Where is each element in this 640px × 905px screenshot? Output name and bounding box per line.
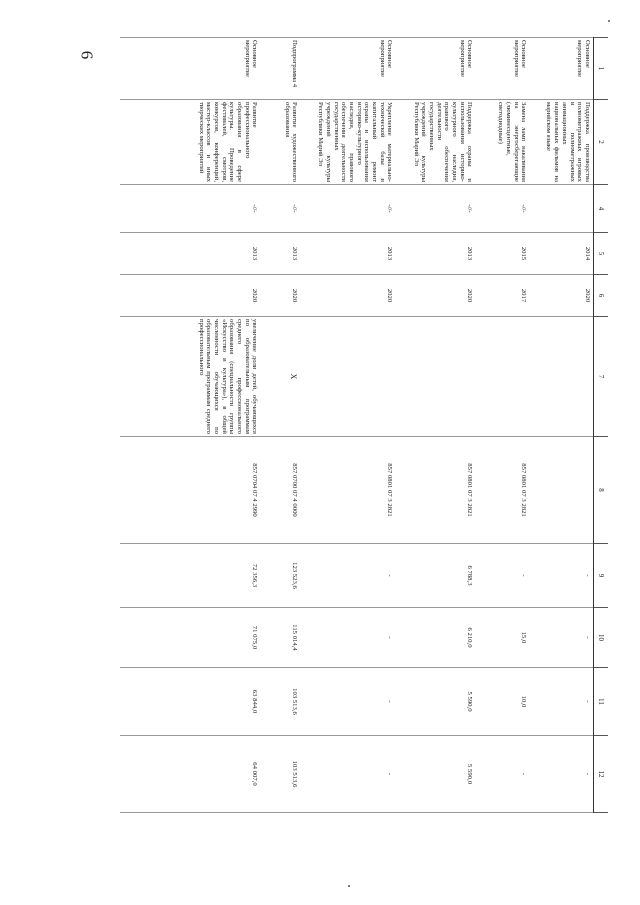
col-header-10: 10 (594, 608, 609, 668)
col-header-1: 1 (594, 38, 609, 100)
row-value-9: 6 788,3 (396, 544, 476, 608)
row-name: Развитие профессионального образования в сфере культуры. Проведение фестивалей, смотров, конкурсов, конференций, мастер-классов и иных творческих мероприятий (121, 100, 261, 185)
row-executor: -//- (476, 185, 530, 233)
row-value-10: - (530, 608, 594, 668)
row-indicator (530, 317, 594, 437)
row-indicator (301, 317, 396, 437)
row-value-11: 63 844,0 (121, 668, 261, 736)
col-header-11: 11 (594, 668, 609, 736)
row-start-year: 2014 (530, 233, 594, 275)
row-executor: -//- (396, 185, 476, 233)
row-indicator (476, 317, 530, 437)
row-start-year: 2013 (301, 233, 396, 275)
row-name: Укрепление материально-технической базы и капитальный ремонт охраны и использования историко-культурного наследия, правового обеспечения деятельности государственных учреждений культуры Республики Марий Эл (301, 100, 396, 185)
row-value-9: - (476, 544, 530, 608)
row-value-9: 123 523,6 (261, 544, 301, 608)
row-start-year: 2015 (476, 233, 530, 275)
row-executor (530, 185, 594, 233)
row-end-year: 2020 (530, 275, 594, 317)
row-indicator (396, 317, 476, 437)
col-header-8: 8 (594, 437, 609, 544)
row-budget-code (530, 437, 594, 544)
row-type: Основное мероприятие (530, 38, 594, 100)
col-header-7: 7 (594, 317, 609, 437)
row-name: Развитие художественного образования (261, 100, 301, 185)
row-value-12: - (476, 736, 530, 813)
row-end-year: 2020 (301, 275, 396, 317)
row-value-11: 5 590,0 (396, 668, 476, 736)
row-value-9: 72 356,3 (121, 544, 261, 608)
row-value-10: 15,0 (476, 608, 530, 668)
program-activities-table (121, 37, 609, 813)
row-value-11: 103 513,6 (261, 668, 301, 736)
row-start-year: 2013 (261, 233, 301, 275)
page-number: 6 (77, 50, 97, 60)
row-value-12: 103 513,6 (261, 736, 301, 813)
row-value-10: 71 075,0 (121, 608, 261, 668)
row-budget-code: 857 0700 07 4 0000 (261, 437, 301, 544)
row-name: Поддержка охраны и использования историко-культурного наследия, правового обеспечения деятельности государственных учреждений культуры Республики Марий Эл (396, 100, 476, 185)
row-value-11: 10,0 (476, 668, 530, 736)
row-end-year: 2020 (261, 275, 301, 317)
column-number-row (594, 38, 609, 813)
row-indicator: X (261, 317, 301, 437)
table-row (396, 38, 476, 813)
col-header-12: 12 (594, 736, 609, 813)
row-budget-code: 857 0704 07 4 2990 (121, 437, 261, 544)
row-value-10: 115 014,4 (261, 608, 301, 668)
row-budget-code: 857 0801 07 3 2821 (396, 437, 476, 544)
row-value-11: - (301, 668, 396, 736)
row-value-9: - (530, 544, 594, 608)
col-header-5: 5 (594, 233, 609, 275)
row-value-12: 64 007,0 (121, 736, 261, 813)
row-indicator: увеличение доли детей, обучающихся по образовательным программам среднего профессионального образования (специальности группы «Искусство и культура»), в общей численности обучающихся по образовательным программам среднего профессионального (121, 317, 261, 437)
row-value-11: - (530, 668, 594, 736)
row-value-12: - (530, 736, 594, 813)
row-end-year: 2020 (121, 275, 261, 317)
row-budget-code: 857 0801 07 3 2821 (301, 437, 396, 544)
row-name: Замена ламп накаливания на энергосберегающие (люминесцентные, светодиодные) (476, 100, 530, 185)
row-value-12: 5 590,0 (396, 736, 476, 813)
row-type: Основное мероприятие (396, 38, 476, 100)
row-executor: -//- (121, 185, 261, 233)
row-type: Основное мероприятие (121, 38, 261, 100)
row-value-12: - (301, 736, 396, 813)
row-executor: -//- (261, 185, 301, 233)
col-header-2: 2 (594, 100, 609, 185)
table-row (301, 38, 396, 813)
row-type: Подпрограмма 4 (261, 38, 301, 100)
table-row (261, 38, 301, 813)
row-type: Основное мероприятие (301, 38, 396, 100)
row-value-9: - (301, 544, 396, 608)
row-end-year: 2017 (476, 275, 530, 317)
col-header-6: 6 (594, 275, 609, 317)
row-budget-code: 857 0801 07 3 2821 (476, 437, 530, 544)
row-start-year: 2013 (121, 233, 261, 275)
table-row (476, 38, 530, 813)
table-row (121, 38, 261, 813)
scan-speck (348, 885, 350, 887)
row-value-10: - (301, 608, 396, 668)
row-start-year: 2013 (396, 233, 476, 275)
table-row (530, 38, 594, 813)
rotated-table-container (112, 37, 608, 812)
row-name: Поддержка производства полнометражных игровых и полнометражных анимационных национальных фильмов на марийском языке (530, 100, 594, 185)
row-end-year: 2020 (396, 275, 476, 317)
col-header-4: 4 (594, 185, 609, 233)
col-header-9: 9 (594, 544, 609, 608)
row-type: Основное мероприятие (476, 38, 530, 100)
row-executor: -//- (301, 185, 396, 233)
scan-speck (608, 20, 610, 22)
row-value-10: 6 210,0 (396, 608, 476, 668)
